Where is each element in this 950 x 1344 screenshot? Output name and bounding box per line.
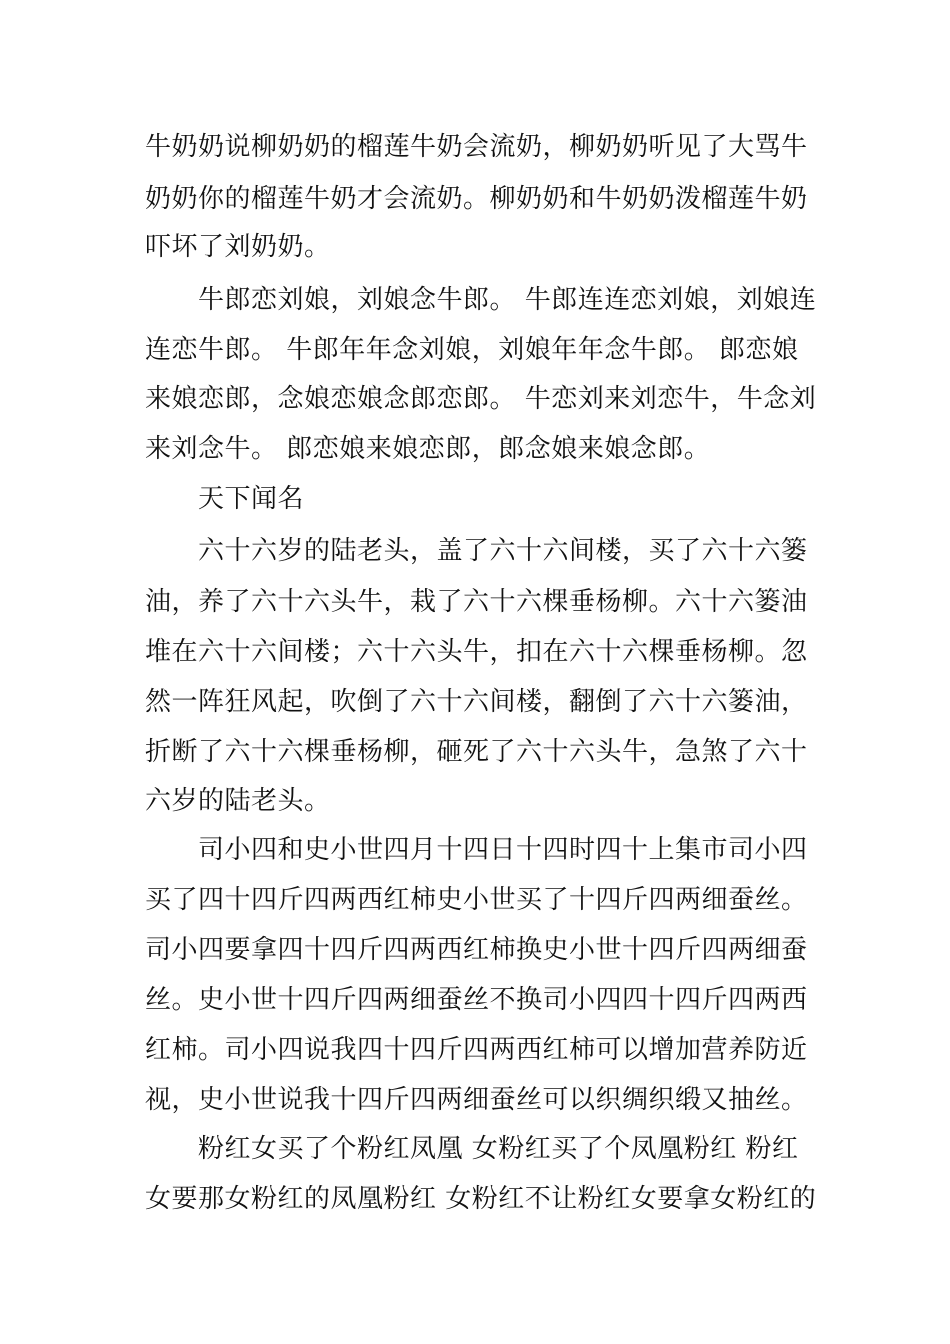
text-line: 吓坏了刘奶奶。	[145, 232, 331, 262]
text-line: 连恋牛郎。 牛郎年年念刘娘，刘娘年年念牛郎。 郎恋娘	[145, 335, 799, 365]
text-line: 牛奶奶说柳奶奶的榴莲牛奶会流奶，柳奶奶听见了大骂牛	[145, 132, 808, 162]
text-line: 买了四十四斤四两西红柿史小世买了十四斤四两细蚕丝。	[145, 885, 808, 915]
text-line: 折断了六十六棵垂杨柳，砸死了六十六头牛，急煞了六十	[145, 737, 808, 767]
text-line: 奶奶你的榴莲牛奶才会流奶。柳奶奶和牛奶奶泼榴莲牛奶	[145, 184, 808, 214]
text-line: 粉红女买了个粉红凤凰 女粉红买了个凤凰粉红 粉红	[145, 1134, 799, 1164]
text-line: 牛郎恋刘娘，刘娘念牛郎。 牛郎连连恋刘娘，刘娘连	[145, 285, 817, 315]
text-line: 司小四要拿四十四斤四两西红柿换史小世十四斤四两细蚕	[145, 935, 808, 965]
text-line: 红柿。司小四说我四十四斤四两西红柿可以增加营养防近	[145, 1035, 808, 1065]
text-line: 六十六岁的陆老头，盖了六十六间楼，买了六十六篓	[145, 536, 808, 566]
text-line: 来刘念牛。 郎恋娘来娘恋郎，郎念娘来娘念郎。	[145, 434, 711, 464]
text-line: 丝。史小世十四斤四两细蚕丝不换司小四四十四斤四两西	[145, 985, 808, 1015]
text-line: 女要那女粉红的凤凰粉红 女粉红不让粉红女要拿女粉红的	[145, 1184, 817, 1214]
text-line: 来娘恋郎，念娘恋娘念郎恋郎。 牛恋刘来刘恋牛，牛念刘	[145, 384, 817, 414]
text-line: 六岁的陆老头。	[145, 786, 331, 816]
text-line: 油，养了六十六头牛，栽了六十六棵垂杨柳。六十六篓油	[145, 587, 808, 617]
text-line: 视，史小世说我十四斤四两细蚕丝可以织绸织缎又抽丝。	[145, 1085, 808, 1115]
text-line: 然一阵狂风起，吹倒了六十六间楼，翻倒了六十六篓油，	[145, 687, 808, 717]
text-line: 司小四和史小世四月十四日十四时四十上集市司小四	[145, 835, 808, 865]
section-heading: 天下闻名	[145, 484, 305, 514]
text-line: 堆在六十六间楼；六十六头牛，扣在六十六棵垂杨柳。忽	[145, 637, 808, 667]
